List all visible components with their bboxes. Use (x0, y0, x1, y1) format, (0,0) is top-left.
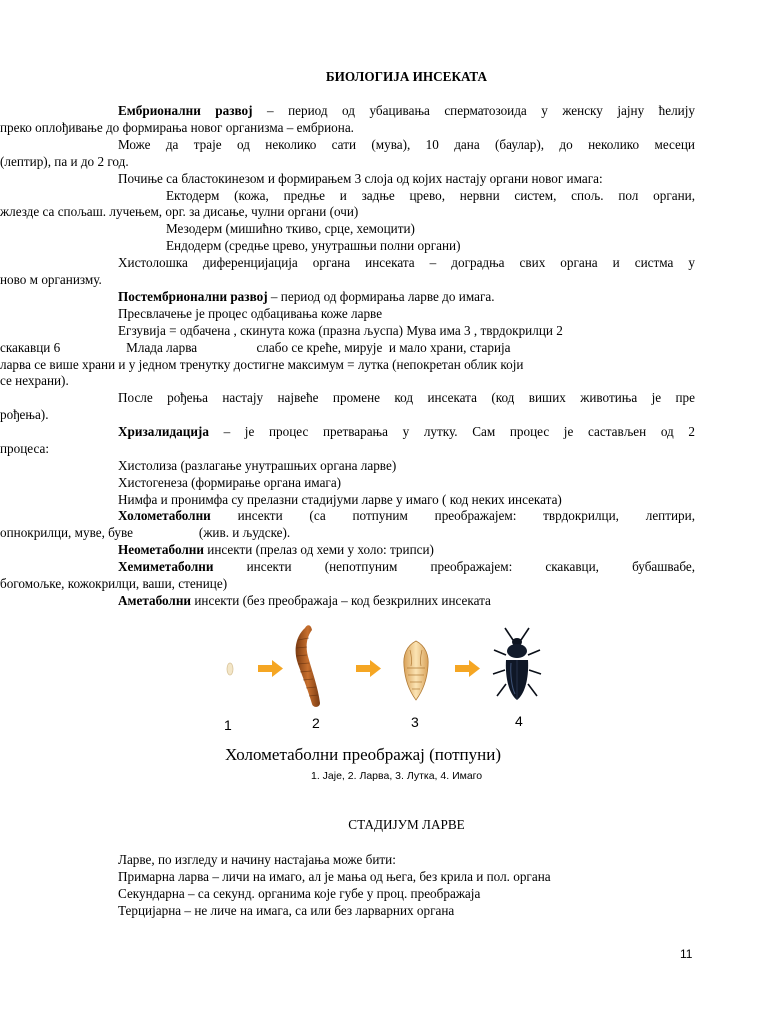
arrow-icon (356, 660, 381, 677)
figure-label-2: 2 (312, 715, 320, 731)
pupa-image (404, 641, 428, 700)
term-postembryonic-development: Постембрионални развој (118, 289, 268, 304)
larva-line-primary: Примарна ларва – личи на имаго, ал је мања од њега, без крила и пол. органа (118, 869, 551, 884)
paragraph-holometabolous: Холометаболни инсекти (са потпуним преображајем: тврдокрилци, лептири, (118, 508, 695, 523)
larva-line-secondary: Секундарна – са секунд. органима које губе у проц. преображаја (118, 886, 481, 901)
figure-caption: Холометаболни преображај (потпуни) (225, 745, 502, 764)
paragraph-histolysis: Хистолиза (разлагање унутрашњих органа ларве) (118, 458, 397, 473)
figure-label-3: 3 (411, 714, 419, 730)
paragraph-ectoderm: Ектодерм (кожа, предње и задње црево, нервни систем, спољ. пол органи, (166, 188, 695, 203)
larva-line-intro: Ларве, по изгледу и начину настајања може бити: (118, 852, 396, 867)
section-heading-larval-stage: СТАДИЈУМ ЛАРВЕ (348, 817, 465, 832)
beetle-image (493, 628, 541, 696)
paragraph-chrysalidation: Хризалидација – је процес претварања у лутку. Сам процес је састављен од 2 (118, 424, 695, 439)
term-hemimetabolous: Хемиметаболни (118, 559, 214, 574)
paragraph-postembryonic-development: Постембрионални развој – период од формирања ларве до имага. (118, 289, 495, 304)
paragraph-blastokinesis: Почиње са бластокинезом и формирањем 3 слоја од којих настају органи новог имага: (118, 171, 603, 186)
page-number: 11 (680, 947, 693, 961)
paragraph-ametabolous: Аметаболни инсекти (без преображаја – код безкрилних инсеката (118, 593, 491, 608)
figure-subcaption: 1. Jaje, 2. Ларва, 3. Лутка, 4. Имаго (311, 770, 483, 782)
paragraph-exuvia: Егзувија = одбачена , скинута кожа (празна љуспа) Мува има 3 , тврдокрилци 2 (118, 323, 563, 338)
arrow-icon (455, 660, 480, 677)
paragraph-histological-differentiation: Хистолошка диференцијација органа инсеката – доградња свих органа и систма у (118, 255, 695, 270)
term-ametabolous: Аметаболни (118, 593, 192, 608)
beetle-body (506, 638, 528, 700)
paragraph-duration: Може да траје од неколико сати (мува), 10 дана (баулар), до неколико месеци (118, 137, 695, 152)
paragraph-after-birth: После рођења настају највеће промене код инсеката (код виших животиња је пре (118, 390, 695, 405)
paragraph-hemimetabolous: Хемиметаболни инсекти (непотпуним преображајем: скакавци, бубашвабе, (118, 559, 695, 574)
arrow-icon (258, 660, 283, 677)
egg-image (227, 663, 233, 675)
term-chrysalidation: Хризалидација (118, 424, 209, 439)
paragraph-histogenesis: Хистогенеза (формирање органа имага) (118, 475, 342, 490)
paragraph-nymph: Нимфа и пронимфа су прелазни стадијуми ларве у имаго ( код неких инсеката) (118, 492, 562, 507)
paragraph-mesoderm: Мезодерм (мишићно ткиво, срце, хемоцити) (166, 221, 415, 236)
term-holometabolous: Холометаболни (118, 508, 211, 523)
figure-label-4: 4 (515, 713, 523, 729)
larva-line-tertiary: Терцијарна – не личе на имага, са или без ларварних органа (118, 903, 455, 918)
larva-image (296, 625, 320, 707)
paragraph-endoderm: Ендодерм (средње црево, унутрашњи полни органи) (166, 238, 461, 253)
term-neometabolous: Неометаболни (118, 542, 204, 557)
term-embryonic-development: Ембрионални развој (118, 103, 253, 118)
paragraph-neometabolous: Неометаболни инсекти (прелаз од хеми у холо: трипси) (118, 542, 434, 557)
figure-label-1: 1 (224, 717, 232, 733)
paragraph-molting: Пресвлачење је процес одбацивања коже ларве (118, 306, 383, 321)
paragraph-embryonic-development: Ембрионални развој – период од убацивања сперматозоида у женску јајну ћелију (118, 103, 695, 118)
page-title: БИОЛОГИЈА ИНСЕКАТА (325, 69, 488, 84)
